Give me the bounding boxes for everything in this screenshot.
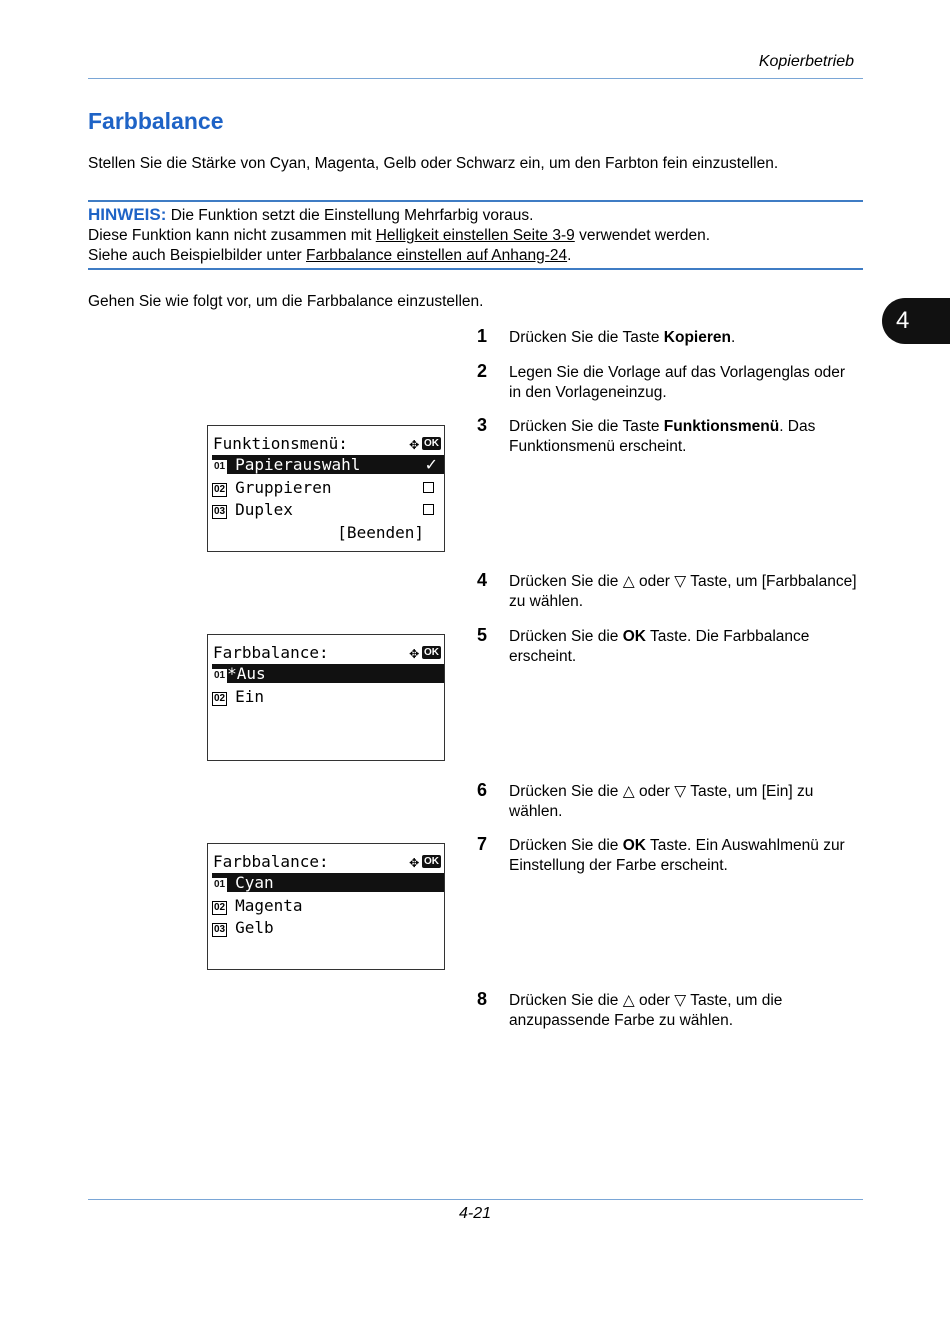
lcd-menu-item-label: Duplex: [235, 500, 293, 519]
item-number-icon: 01: [214, 879, 226, 890]
step-text: [509, 627, 861, 667]
lcd-menu-item-label: Papierauswahl: [235, 455, 361, 474]
step-text: [509, 363, 861, 403]
step-text-pre: Drücken Sie die △ oder ▽ Taste, um die anzupassende Farbe zu wählen.: [509, 992, 783, 1029]
page-number: 4-21: [458, 1205, 492, 1222]
note-line-3-pre: Siehe auch Beispielbilder unter: [88, 247, 306, 264]
item-number-icon: 01: [214, 461, 226, 472]
note-line-2-post: verwendet werden.: [574, 227, 711, 244]
step-text-pre: Drücken Sie die △ oder ▽ Taste, um [Farbbalance] zu wählen.: [509, 573, 857, 610]
step-number: 8: [477, 989, 488, 1009]
step-text-post: Taste. Ein Auswahlmenü zur Einstellung der Farbe erscheint.: [509, 837, 845, 874]
step-text-pre: Drücken Sie die △ oder ▽ Taste, um [Ein] zu wählen.: [509, 783, 814, 820]
lcd-menu-item[interactable]: [212, 918, 444, 937]
lcd-screen-function-menu: [207, 425, 445, 552]
lcd-menu-item[interactable]: [212, 873, 444, 892]
note-line-3: [88, 246, 863, 266]
intro-text: Stellen Sie die Stärke von Cyan, Magenta, Gelb oder Schwarz ein, um den Farbton fein einzustellen.: [88, 155, 779, 172]
step-text: [509, 991, 861, 1031]
lcd-menu-item[interactable]: [212, 478, 444, 497]
item-number-icon: 02: [214, 484, 226, 495]
chapter-tab: 4: [882, 298, 950, 344]
lcd-icons: [409, 434, 441, 453]
lcd-menu-item[interactable]: [212, 500, 444, 519]
step-text-post: .: [730, 329, 736, 346]
ok-key-icon: OK: [424, 438, 439, 449]
ok-key-icon: OK: [424, 856, 439, 867]
step-text-bold: Funktionsmenü: [663, 418, 780, 435]
lcd-screen-farbbalance: [207, 634, 445, 761]
step-text-pre: Drücken Sie die: [509, 837, 623, 854]
lcd-title: Funktionsmenü:: [213, 434, 348, 453]
step-number: 4: [477, 570, 488, 590]
lead-text: Gehen Sie wie folgt vor, um die Farbbalance einzustellen.: [88, 293, 484, 310]
note-bottom-divider: [88, 268, 863, 270]
lcd-menu-item[interactable]: [212, 455, 444, 474]
lcd-menu-item[interactable]: [212, 664, 444, 683]
link-helligkeit[interactable]: Helligkeit einstellen Seite 3-9: [375, 227, 575, 244]
lcd-screen-color-select: [207, 843, 445, 970]
step-number: 7: [477, 834, 488, 854]
item-number-icon: 03: [214, 506, 226, 517]
lcd-title: Farbbalance:: [213, 643, 329, 662]
step-text-pre: Drücken Sie die Taste: [509, 329, 664, 346]
step-text: [509, 782, 861, 822]
page-title: Farbbalance: [88, 108, 224, 134]
header-section-title: Kopierbetrieb: [758, 53, 854, 70]
step-text-bold: Kopieren: [663, 329, 731, 346]
note-line-2-pre: Diese Funktion kann nicht zusammen mit: [88, 227, 376, 244]
note-line-2: [88, 226, 863, 246]
lcd-menu-item-label: Gelb: [235, 918, 274, 937]
checkmark-icon: ✓: [424, 455, 438, 474]
step-number: 1: [477, 326, 488, 346]
note-top-divider: [88, 200, 863, 202]
step-text: [509, 572, 861, 612]
item-number-icon: 02: [214, 902, 226, 913]
step-number: 3: [477, 415, 488, 435]
step-text: [509, 417, 861, 457]
step-text-pre: Drücken Sie die: [509, 628, 623, 645]
lcd-exit-row: [212, 523, 444, 542]
lcd-menu-item-label: Gruppieren: [235, 478, 332, 497]
lcd-menu-item[interactable]: [212, 687, 444, 706]
step-number: 6: [477, 780, 488, 800]
lcd-menu-item-label: Magenta: [235, 896, 303, 915]
arrows-icon: ✥: [409, 643, 419, 662]
checkbox-icon: [423, 504, 434, 515]
note-line-3-post: .: [567, 247, 572, 264]
lcd-exit-label[interactable]: [Beenden]: [337, 523, 424, 542]
item-number-icon: 01: [214, 670, 226, 681]
step-text-post: . Das Funktionsmenü erscheint.: [509, 418, 816, 455]
step-text-bold: OK: [622, 837, 646, 854]
note-line-1-text: Die Funktion setzt die Einstellung Mehrfarbig voraus.: [170, 207, 534, 224]
step-text-bold: OK: [622, 628, 646, 645]
note-block: [88, 205, 863, 266]
item-number-icon: 03: [214, 924, 226, 935]
arrows-icon: ✥: [409, 852, 419, 871]
step-text-post: Taste. Die Farbbalance erscheint.: [509, 628, 810, 665]
lcd-icons: [409, 643, 441, 662]
lcd-menu-item-label: Ein: [235, 687, 265, 706]
step-text-pre: Legen Sie die Vorlage auf das Vorlagenglas oder in den Vorlageneinzug.: [509, 364, 846, 401]
arrows-icon: ✥: [409, 434, 419, 453]
step-number: 5: [477, 625, 488, 645]
step-text: [509, 836, 861, 876]
note-line-1: [88, 205, 863, 226]
lcd-menu-item-label: Cyan: [235, 873, 274, 892]
lcd-icons: [409, 852, 441, 871]
checkbox-icon: [423, 482, 434, 493]
step-text-pre: Drücken Sie die Taste: [509, 418, 664, 435]
link-farbbalance[interactable]: Farbbalance einstellen auf Anhang-24: [306, 247, 568, 264]
item-number-icon: 02: [214, 693, 226, 704]
lcd-menu-item[interactable]: [212, 896, 444, 915]
header-divider: [88, 78, 863, 79]
note-label: HINWEIS:: [88, 205, 167, 224]
step-text: [509, 328, 861, 348]
footer-divider: [88, 1199, 863, 1200]
lcd-title: Farbbalance:: [213, 852, 329, 871]
step-number: 2: [477, 361, 488, 381]
ok-key-icon: OK: [424, 647, 439, 658]
lcd-menu-item-label: *Aus: [227, 664, 266, 683]
